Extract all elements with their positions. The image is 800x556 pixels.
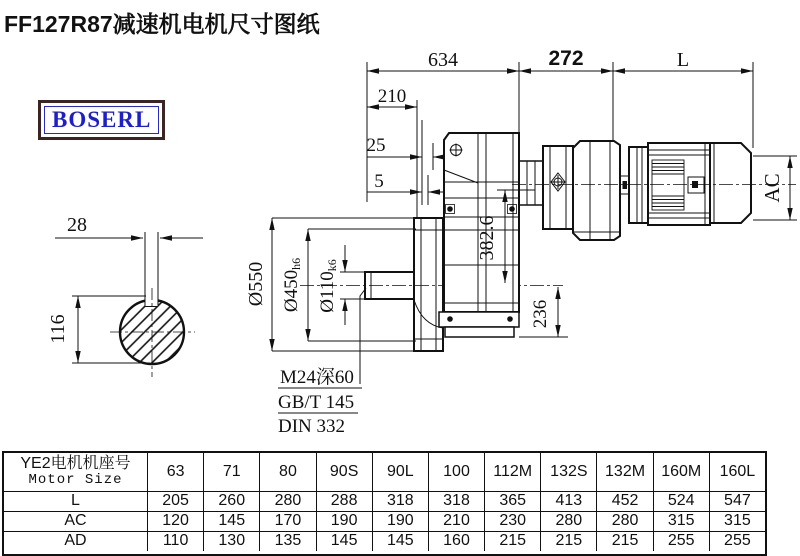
row-label-AD: AD xyxy=(4,531,147,551)
col-header: 63 xyxy=(147,453,203,491)
dim-210-label: 210 xyxy=(377,86,407,107)
col-header: 160L xyxy=(709,453,765,491)
dim-382-label: 382.6 xyxy=(476,215,498,261)
col-header: 112M xyxy=(484,453,540,491)
col-header: 90S xyxy=(316,453,372,491)
table-value: 120 xyxy=(147,511,203,531)
table-value: 315 xyxy=(709,511,765,531)
table-value: 288 xyxy=(316,491,372,511)
table-value: 145 xyxy=(372,531,428,551)
col-header: 132M xyxy=(596,453,652,491)
motor-size-table xyxy=(2,451,767,556)
dim-236-label: 236 xyxy=(530,299,551,329)
dia-450-label: Ø450h6 xyxy=(281,257,303,313)
table-value: 260 xyxy=(203,491,259,511)
table-value: 524 xyxy=(653,491,709,511)
table-value: 170 xyxy=(259,511,315,531)
dim-272-label: 272 xyxy=(548,47,584,70)
col-header: 132S xyxy=(540,453,596,491)
dim-28-label: 28 xyxy=(67,214,87,236)
fan-cover xyxy=(710,143,751,223)
row-label-AC: AC xyxy=(4,511,147,531)
dim-25-label: 25 xyxy=(366,135,386,156)
table-value: 190 xyxy=(316,511,372,531)
table-value: 315 xyxy=(653,511,709,531)
dia-110-label: Ø110k6 xyxy=(317,259,339,313)
table-value: 318 xyxy=(428,491,484,511)
table-value: 318 xyxy=(372,491,428,511)
col-header: 80 xyxy=(259,453,315,491)
table-value: 135 xyxy=(259,531,315,551)
top-dimension-chain xyxy=(367,62,753,218)
row-label-L: L xyxy=(4,491,147,511)
table-value: 280 xyxy=(596,511,652,531)
dim-634-label: 634 xyxy=(428,49,458,71)
dim-AC-label: AC xyxy=(760,173,784,203)
table-header-cell xyxy=(4,453,147,491)
dim-116-label: 116 xyxy=(47,314,69,344)
table-value: 215 xyxy=(540,531,596,551)
table-value: 413 xyxy=(540,491,596,511)
table-value: 215 xyxy=(484,531,540,551)
table-value: 365 xyxy=(484,491,540,511)
table-value: 452 xyxy=(596,491,652,511)
table-value: 280 xyxy=(540,511,596,531)
table-value: 190 xyxy=(372,511,428,531)
table-value: 130 xyxy=(203,531,259,551)
table-value: 145 xyxy=(316,531,372,551)
note-tap-label: M24深60 xyxy=(280,367,354,388)
output-shaft-flange xyxy=(300,215,563,351)
motor-adapter xyxy=(519,141,629,240)
col-header: 160M xyxy=(653,453,709,491)
col-header: 100 xyxy=(428,453,484,491)
col-header: 71 xyxy=(203,453,259,491)
motor-fins xyxy=(648,150,710,218)
table-value: 280 xyxy=(259,491,315,511)
table-header-en: Motor Size xyxy=(28,472,123,489)
table-value: 210 xyxy=(428,511,484,531)
table-header-cn: YE2电机机座号 xyxy=(20,455,131,473)
shaft-section-detail xyxy=(55,232,203,377)
table-value: 145 xyxy=(203,511,259,531)
table-value: 205 xyxy=(147,491,203,511)
table-value: 110 xyxy=(147,531,203,551)
adapter-bolt-symbol xyxy=(551,173,565,191)
note-din-label: DIN 332 xyxy=(278,416,346,437)
table-value: 160 xyxy=(428,531,484,551)
page-title: FF127R87减速机电机尺寸图纸 xyxy=(4,11,320,37)
table-value: 230 xyxy=(484,511,540,531)
dim-5-label: 5 xyxy=(374,171,384,192)
table-value: 255 xyxy=(709,531,765,551)
table-value: 255 xyxy=(653,531,709,551)
dim-L-label: L xyxy=(676,49,690,71)
boserl-logo-text: BOSERL xyxy=(52,107,152,132)
col-header: 90L xyxy=(372,453,428,491)
table-value: 215 xyxy=(596,531,652,551)
note-gbt-label: GB/T 145 xyxy=(278,392,355,413)
dia-550-label: Ø550 xyxy=(245,261,267,307)
table-value: 547 xyxy=(709,491,765,511)
